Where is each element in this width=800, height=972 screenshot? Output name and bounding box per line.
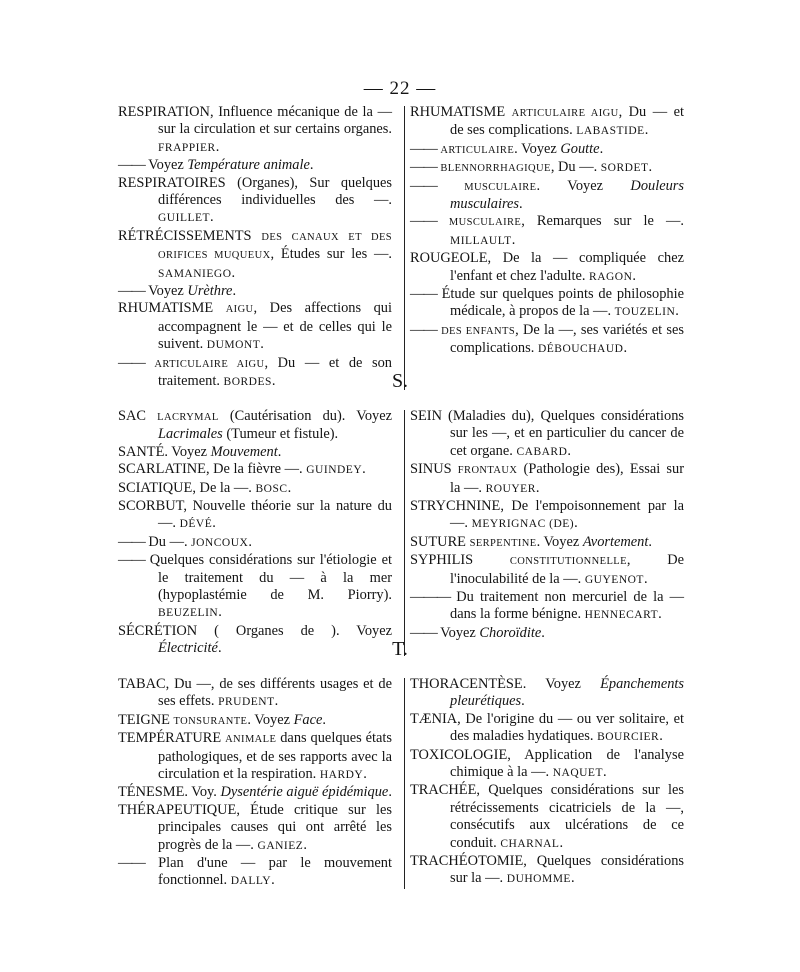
entry-author: DALLY: [230, 875, 272, 888]
entry-dash: ——: [410, 140, 437, 157]
entry-text: , Application de l'analyse chimique à la —.: [450, 746, 684, 781]
entry-author: GUILLET: [158, 212, 211, 225]
entry-author: MILLAULT: [450, 234, 512, 247]
entry-text: (Pathologie des), Essai sur la —.: [450, 461, 685, 496]
index-entry: [410, 141, 684, 159]
entry-text: .: [217, 640, 222, 657]
index-entry: [118, 461, 392, 479]
section-r: [118, 104, 684, 392]
entry-qualifier: BLENNORRHAGIQUE: [440, 163, 551, 175]
right-column: [400, 676, 684, 891]
index-entry: [118, 408, 392, 444]
entry-text: TEIGNE: [118, 711, 174, 728]
column-divider: [404, 410, 405, 656]
entry-text: , De l'origine du — ou ver solitaire, et des maladies hydatiques.: [450, 710, 684, 745]
index-entry: [118, 498, 392, 534]
entry-qualifier: DES ENFANTS: [441, 325, 516, 337]
entry-text: Du —.: [144, 533, 192, 550]
index-entry: [410, 498, 684, 534]
entry-author: JONCOUX: [191, 536, 249, 549]
index-entry: [410, 322, 684, 359]
entry-dash: ——: [410, 624, 437, 641]
entry-dash: ——: [118, 354, 145, 371]
entry-text: , Quelques considérations sur la —.: [450, 853, 684, 887]
entry-text: .: [215, 138, 220, 155]
index-entry: [118, 855, 392, 891]
entry-qualifier: FRONTAUX: [457, 465, 518, 477]
entry-author: RAGON: [589, 270, 633, 283]
entry-text: .: [559, 834, 564, 851]
entry-text: . Voyez: [514, 140, 561, 157]
entry-text: .: [644, 122, 649, 139]
entry-dash: ——: [410, 177, 437, 194]
entry-dash: ——: [118, 552, 145, 569]
entry-text: RHUMATISME: [118, 300, 226, 317]
entry-text: .: [648, 533, 652, 550]
entry-text: .: [511, 231, 516, 248]
index-entry: [118, 534, 392, 552]
section-s: [118, 408, 684, 658]
entry-dash: ——: [410, 159, 437, 176]
entry-author: ROUYER: [485, 482, 536, 495]
entry-author: BOURCIER: [597, 731, 660, 744]
index-entry: [118, 157, 392, 174]
entry-author: GUINDEY: [306, 464, 363, 477]
entry-qualifier: MUSCULAIRE: [448, 217, 522, 229]
index-entry: [118, 712, 392, 730]
entry-author: DUMONT: [206, 339, 261, 352]
entry-qualifier: ARTICULAIRE: [440, 144, 515, 156]
entry-text: . Voy.: [184, 784, 221, 801]
entry-text: THORACENTÈSE: [410, 676, 523, 692]
entry-text: , De la —, ses variétés et ses complications.: [450, 321, 684, 357]
column-divider: [404, 678, 405, 889]
index-entry: [118, 104, 392, 157]
index-entry: [118, 802, 392, 855]
index-entry: [410, 408, 684, 461]
entry-text: , Nouvelle théorie sur la nature du —.: [158, 498, 392, 532]
entry-text: .: [574, 515, 578, 532]
entry-text: dans quelques états pathologiques, et de ses rapports avec la circulation et la respiration.: [158, 730, 393, 783]
entry-qualifier: TONSURANTE: [173, 715, 248, 727]
index-entry: [410, 213, 684, 250]
entry-qualifier: MUSCULAIRE: [464, 181, 537, 193]
index-entry: [410, 782, 684, 853]
entry-text: .: [260, 336, 264, 353]
entry-text: .: [277, 443, 282, 460]
index-entry: [410, 461, 684, 498]
entry-cross-reference: Dysentérie aiguë épidémique: [220, 784, 389, 801]
entry-text: , Étude critique sur les principales causes qui ont arrêté les progrès de la —.: [158, 801, 392, 853]
index-entry: [410, 676, 684, 711]
entry-text: TABAC: [118, 676, 166, 692]
entry-text: SINUS: [410, 461, 458, 478]
entry-text: ROUGEOLE: [410, 250, 488, 267]
entry-text: . Voyez: [164, 443, 211, 460]
entry-text: (Tumeur et fistule).: [222, 426, 339, 443]
entry-text: .: [248, 533, 252, 550]
entry-text: , Du — et de ses complications.: [450, 104, 684, 139]
entry-text: Étude sur quelques points de philosophie médicale, à propos de la —.: [436, 286, 684, 320]
entry-text: TOXICOLOGIE: [410, 746, 508, 763]
entry-author: LABASTIDE: [576, 125, 645, 138]
entry-qualifier: ANIMALE: [225, 734, 277, 746]
entry-text: Du traitement non mercuriel de la — dans la forme bénigne.: [450, 589, 684, 623]
index-entry: [118, 676, 392, 712]
entry-text: TRACHÉOTOMIE: [410, 853, 524, 870]
entry-cross-reference: Face: [293, 711, 323, 728]
entry-qualifier: CONSTITUTIONNELLE: [509, 556, 627, 568]
index-entry: [410, 853, 684, 889]
entry-text: SCIATIQUE: [118, 479, 193, 496]
entry-text: .: [303, 836, 307, 853]
index-entry: [118, 283, 392, 300]
entry-text: . Voyez: [536, 177, 631, 194]
entry-text: SEIN: [410, 408, 442, 424]
entry-text: , De la fièvre —.: [205, 461, 307, 478]
entry-author: DÉVÉ: [179, 518, 213, 531]
entry-text: , Quelques considérations sur les rétrécissements cicatriciels de la —, consécutifs aux ulcérations de ce conduit.: [450, 782, 684, 851]
entry-author: CABARD: [516, 445, 568, 458]
entry-author: SORDET: [600, 162, 649, 175]
entry-text: Voyez: [144, 283, 188, 300]
entry-text: TÉNESME: [118, 784, 185, 801]
entry-qualifier: ARTICULAIRE AIGU: [511, 108, 619, 119]
entry-text: SANTÉ: [118, 443, 165, 460]
entry-author: MEYRIGNAC (DE): [471, 518, 575, 531]
index-entry: [410, 747, 684, 783]
entry-text: SUTURE: [410, 533, 470, 550]
entry-qualifier: ARTICULAIRE AIGU: [154, 358, 265, 370]
entry-text: [437, 213, 449, 229]
entry-text: , Du — et de son traitement.: [158, 354, 392, 390]
left-column: [118, 104, 400, 392]
entry-text: Quelques considérations sur l'étiologie et le traitement du — à la mer (hypoplastémie de M. Piorry).: [144, 552, 392, 604]
entry-text: .: [658, 606, 662, 623]
entry-text: .: [388, 784, 392, 801]
right-column: [400, 104, 684, 392]
section-letter-s: S.: [391, 370, 409, 392]
entry-author: BOSC: [255, 482, 288, 495]
entry-dash: ——: [118, 157, 145, 174]
entry-text: .: [570, 870, 575, 887]
entry-text: , Influence mécanique de la — sur la circulation et sur certains organes.: [158, 104, 392, 138]
entry-dash: ——: [118, 855, 145, 872]
index-entry: [410, 286, 684, 322]
entry-text: . Voyez: [522, 676, 601, 692]
entry-cross-reference: Choroïdite: [479, 624, 542, 641]
entry-text: . Voyez: [536, 533, 583, 550]
entry-author: DUHOMME: [506, 873, 571, 886]
entry-text: SAC: [118, 408, 158, 424]
entry-cross-reference: Douleurs musculaires: [450, 177, 684, 213]
index-entry: [410, 250, 684, 286]
entry-text: .: [218, 604, 222, 621]
entry-text: .: [322, 711, 326, 728]
entry-qualifier: DES CANAUX ET DES ORIFICES MUQUEUX: [158, 231, 392, 262]
entry-text: .: [309, 157, 314, 174]
index-entry: [118, 228, 392, 283]
entry-text: , De l'inoculabilité de la —.: [450, 552, 684, 587]
entry-dash: ——: [410, 286, 437, 303]
entry-text: , Du —.: [550, 159, 601, 176]
entry-cross-reference: Urèthre: [187, 283, 233, 300]
entry-text: .: [231, 264, 236, 281]
entry-text: .: [602, 764, 607, 781]
entry-cross-reference: Épanchements pleurétiques: [450, 676, 684, 710]
entry-dash: ——: [410, 321, 437, 338]
entry-cross-reference: Électricité: [158, 640, 218, 657]
entry-author: GANIEZ: [257, 839, 304, 852]
entry-text: (Cautérisation du). Voyez: [218, 408, 392, 424]
entry-author: CHARNAL: [500, 837, 560, 850]
index-entry: [118, 480, 392, 498]
entry-author: TOUZELIN: [614, 306, 676, 319]
column-divider: [404, 106, 405, 390]
entry-text: TÆNIA: [410, 710, 458, 727]
entry-text: .: [232, 283, 237, 300]
entry-text: .: [274, 693, 279, 710]
entry-text: ( Organes de ). Voyez: [197, 622, 392, 639]
entry-text: TRACHÉE: [410, 782, 477, 799]
entry-text: , De la —.: [192, 479, 256, 496]
entry-author: BORDES: [223, 376, 272, 389]
entry-text: .: [599, 140, 604, 157]
index-entry: [410, 711, 684, 747]
entry-text: STRYCHNINE: [410, 498, 501, 515]
entry-cross-reference: Avortement: [582, 533, 649, 550]
entry-text: Plan d'une — par le mouvement fonctionnel.: [144, 855, 392, 889]
entry-text: , De l'empoisonnement par la —.: [450, 498, 684, 532]
entry-qualifier: SERPENTINE: [469, 537, 537, 549]
entry-cross-reference: Température animale: [187, 157, 310, 174]
entry-text: SCARLATINE: [118, 461, 206, 478]
entry-cross-reference: Mouvement: [210, 443, 278, 460]
index-entry: [118, 730, 392, 784]
entry-text: , Du —, de ses différents usages et de ses effets.: [158, 676, 392, 710]
entry-author: HENNECART: [584, 609, 659, 622]
section-t: [118, 676, 684, 891]
entry-dash: ——: [410, 213, 437, 230]
page-number: — 22 —: [363, 78, 437, 99]
entry-text: Voyez: [436, 624, 480, 641]
entry-text: , Des affections qui accompagnent le — et de celles qui le suivent.: [158, 300, 392, 353]
index-entry: [410, 104, 684, 141]
index-entry: [410, 534, 684, 552]
index-entry: [118, 444, 392, 461]
entry-text: .: [210, 209, 214, 226]
entry-cross-reference: Lacrimales: [158, 426, 223, 443]
entry-text: [145, 355, 155, 371]
index-entry: [118, 784, 392, 801]
entry-author: GUYENOT: [584, 573, 644, 586]
index-entry: [118, 175, 392, 228]
index-entry: [410, 178, 684, 214]
section-letter-t: T.: [392, 638, 408, 660]
entry-text: [437, 178, 464, 194]
left-column: [118, 408, 400, 658]
entry-text: .: [362, 461, 366, 478]
entry-text: RESPIRATOIRES: [118, 174, 226, 191]
entry-text: SCORBUT: [118, 498, 184, 515]
entry-text: Voyez: [144, 157, 188, 174]
index-entry: [118, 300, 392, 354]
entry-text: .: [659, 728, 663, 745]
entry-author: SAMANIEGO: [158, 267, 232, 280]
entry-text: SÉCRÉTION: [118, 622, 198, 639]
entry-text: TEMPÉRATURE: [118, 730, 226, 747]
entry-text: (Organes), Sur quelques différences individuelles des —.: [158, 174, 392, 209]
entry-text: .: [521, 693, 525, 710]
entry-text: RESPIRATION: [118, 104, 210, 120]
entry-qualifier: LACRYMAL: [157, 412, 219, 423]
index-entry: [410, 589, 684, 625]
index-entry: [118, 552, 392, 623]
entry-author: NAQUET: [552, 767, 603, 780]
entry-text: THÉRAPEUTIQUE: [118, 801, 237, 818]
right-column: [400, 408, 684, 658]
entry-text: .: [363, 766, 367, 783]
entry-text: .: [212, 515, 216, 532]
entry-text: (Maladies du), Quelques considérations sur les —, et en particulier du cancer de cet organe.: [441, 408, 684, 459]
entry-dash: ——: [118, 533, 145, 550]
entry-text: SYPHILIS: [410, 552, 510, 569]
entry-text: . Voyez: [247, 711, 294, 728]
entry-qualifier: AIGU: [225, 304, 254, 316]
entry-cross-reference: Goutte: [560, 140, 600, 157]
entry-text: .: [519, 196, 523, 213]
entry-text: .: [535, 479, 540, 496]
entry-text: .: [271, 872, 275, 889]
entry-text: .: [648, 159, 653, 176]
section-t-columns: [118, 676, 684, 891]
entry-text: .: [271, 373, 276, 390]
section-r-columns: [118, 104, 684, 392]
entry-dash: ———: [410, 589, 451, 606]
entry-author: HARDY: [319, 769, 364, 782]
entry-text: , Remarques sur le —.: [521, 213, 684, 230]
entry-dash: ——: [118, 283, 145, 300]
entry-text: , Études sur les —.: [270, 246, 392, 263]
entry-text: .: [632, 267, 637, 284]
index-entry: [410, 159, 684, 177]
entry-text: .: [541, 624, 545, 641]
entry-text: .: [287, 479, 292, 496]
index-entry: [410, 552, 684, 589]
entry-text: RÉTRÉCISSEMENTS: [118, 227, 262, 244]
entry-text: .: [623, 340, 628, 357]
entry-text: .: [643, 570, 648, 587]
entry-text: RHUMATISME: [410, 104, 512, 120]
entry-author: BEUZELIN: [158, 607, 219, 620]
left-column: [118, 676, 400, 891]
section-s-columns: [118, 408, 684, 658]
entry-author: FRAPPIER: [158, 141, 216, 154]
entry-text: .: [675, 303, 679, 320]
entry-text: , De la — compliquée chez l'enfant et chez l'adulte.: [450, 250, 684, 284]
entry-text: .: [567, 442, 572, 459]
entry-author: DÉBOUCHAUD: [537, 343, 624, 356]
entry-author: PRUDENT: [218, 696, 275, 709]
